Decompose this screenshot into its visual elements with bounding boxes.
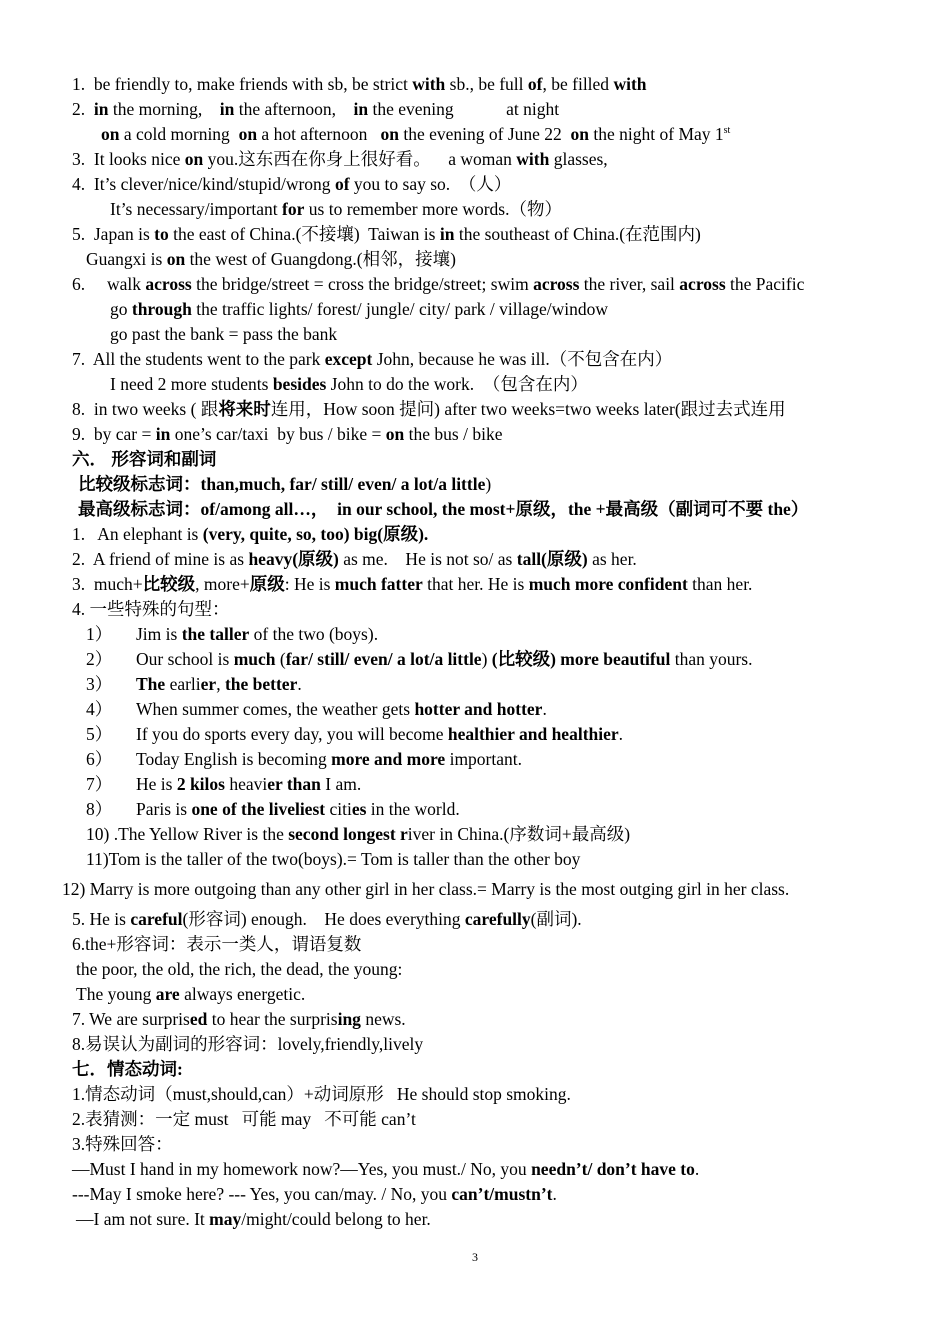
text-line: Guangxi is on the west of Guangdong.(相邻，接壤) [86,249,456,269]
text-line: 6. walk across the bridge/street = cross the bridge/street; swim across the river, sail across the Pacific [72,274,805,294]
text-line: It’s necessary/important for us to remember more words.（物） [110,199,562,219]
text-line: 8. in two weeks ( 跟将来时连用，How soon 提问) after two weeks=two weeks later(跟过去式连用 [72,399,786,419]
text-line: 4） When summer comes, the weather gets hotter and hotter. [86,699,547,719]
text-line: 1.情态动词（must,should,can）+动词原形 He should stop smoking. [72,1084,571,1104]
text-line: 5. He is careful(形容词) enough. He does everything carefully(副词). [72,909,582,929]
text-line: on a cold morning on a hot afternoon on the evening of June 22 on the night of May 1st [101,124,731,144]
text-line: 8.易误认为副词的形容词：lovely,friendly,lively [72,1034,424,1054]
text-line: 七．情态动词: [72,1059,183,1079]
text-line: 8） Paris is one of the liveliest cities in the world. [86,799,460,819]
text-line: 4. 一些特殊的句型： [72,599,230,619]
text-line: 1. An elephant is (very, quite, so, too) big(原级). [72,524,429,544]
text-line: 5. Japan is to the east of China.(不接壤) Taiwan is in the southeast of China.(在范围内) [72,224,701,244]
text-line: 2.表猜测：一定 must 可能 may 不可能 can’t [72,1109,416,1129]
text-line: 1） Jim is the taller of the two (boys). [86,624,379,644]
text-line: the poor, the old, the rich, the dead, the young: [76,959,403,979]
text-line: ---May I smoke here? --- Yes, you can/may. / No, you can’t/mustn’t. [72,1184,557,1204]
text-line: 6） Today English is becoming more and more important. [86,749,522,769]
text-line: 7） He is 2 kilos heavier than I am. [86,774,362,794]
text-line: 1. be friendly to, make friends with sb, be strict with sb., be full of, be filled with [72,74,647,94]
text-line: 10) .The Yellow River is the second longest river in China.(序数词+最高级) [86,824,631,844]
text-line: 2） Our school is much (far/ still/ even/ a lot/a little) (比较级) more beautiful than yours. [86,649,753,669]
text-line: go through the traffic lights/ forest/ jungle/ city/ park / village/window [110,299,609,319]
text-line: go past the bank = pass the bank [110,324,338,344]
text-line: 2. in the morning, in the afternoon, in the evening at night [72,99,560,119]
text-line: 比较级标志词：than,much, far/ still/ even/ a lot/a little) [78,474,492,494]
text-line: 9. by car = in one’s car/taxi by bus / bike = on the bus / bike [72,424,503,444]
text-line: 3.特殊回答： [72,1134,173,1154]
text-line: 5） If you do sports every day, you will become healthier and healthier. [86,724,624,744]
text-line: The young are always energetic. [76,984,306,1004]
page-number: 3 [472,1250,478,1264]
text-line: 7. All the students went to the park except John, because he was ill.（不包含在内） [72,349,673,369]
text-line: 2. A friend of mine is as heavy(原级) as me. He is not so/ as tall(原级) as her. [72,549,637,569]
text-line: 6.the+形容词：表示一类人，谓语复数 [72,934,362,954]
text-line: 7. We are surprised to hear the surprising news. [72,1009,406,1029]
text-line: 3. It looks nice on you.这东西在你身上很好看。 a woman with glasses, [72,149,608,169]
text-line: 六． 形容词和副词 [72,449,217,469]
text-line: 3. much+比较级, more+原级: He is much fatter that her. He is much more confident than her. [72,574,753,594]
text-line: I need 2 more students besides John to do the work. （包含在内） [110,374,588,394]
text-line: 12) Marry is more outgoing than any other girl in her class.= Marry is the most outging girl in her class. [62,879,790,899]
text-line: 最高级标志词：of/among all…， in our school, the most+原级，the +最高级（副词可不要 the） [78,499,809,519]
text-line: 11)Tom is the taller of the two(boys).= Tom is taller than the other boy [86,849,581,869]
text-line: —I am not sure. It may/might/could belong to her. [76,1209,431,1229]
text-line: 4. It’s clever/nice/kind/stupid/wrong of you to say so. （人） [72,174,512,194]
text-line: —Must I hand in my homework now?—Yes, you must./ No, you needn’t/ don’t have to. [72,1159,700,1179]
text-line: 3） The earlier, the better. [86,674,302,694]
